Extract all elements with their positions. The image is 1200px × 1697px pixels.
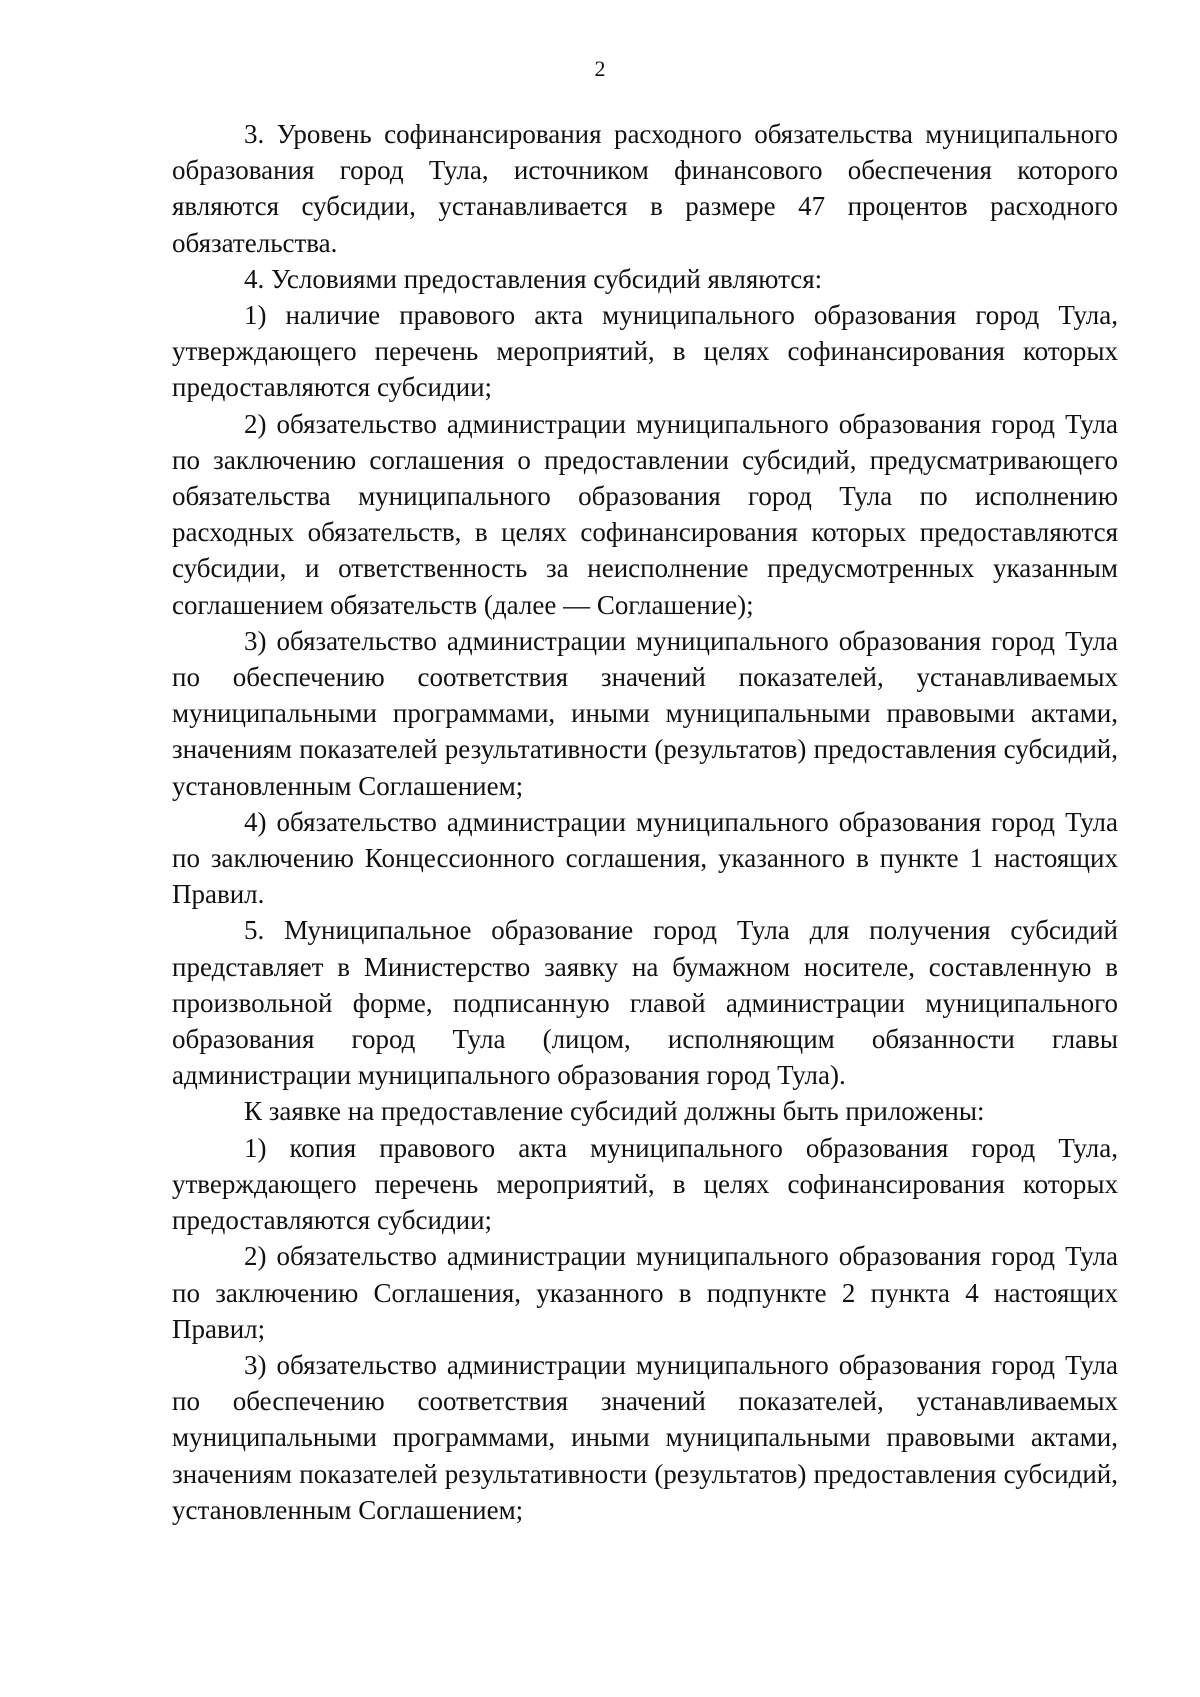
paragraph-5-application: 5. Муниципальное образование город Тула для получения субсидий представляет в Министерство заявку на бумажном носителе, составленную в произвольной форме, подписанную главой администрации муниципального образования город Тула (лицом, исполняющим обязанности главы администрации муниципального образования город Тула). bbox=[172, 915, 1118, 1091]
paragraph-4-condition-1: 1) наличие правового акта муниципального образования город Тула, утверждающего перечень мероприятий, в целях софинансирования которых предоставляются субсидии; bbox=[172, 300, 1118, 403]
paragraph-4-condition-2: 2) обязательство администрации муниципального образования город Тула по заключению соглашения о предоставлении субсидий, предусматривающего обязательства муниципального образования город Тула по исполнению расходных обязательств, в целях софинансирования которых предоставляются субсидии, и ответственность за неисполнение предусмотренных указанным соглашением обязательств (далее — Соглашение); bbox=[172, 408, 1118, 620]
document-body bbox=[172, 116, 1118, 1528]
paragraph-4-conditions-heading: 4. Условиями предоставления субсидий являются: bbox=[244, 263, 823, 294]
paragraph-5-attachment-3: 3) обязательство администрации муниципального образования город Тула по обеспечению соответствия значений показателей, устанавливаемых муниципальными программами, иными муниципальными правовыми актами, значениям показателей результативности (результатов) предоставления субсидий, установленным Соглашением; bbox=[172, 1349, 1118, 1525]
paragraph-5-attachment-2: 2) обязательство администрации муниципального образования город Тула по заключению Соглашения, указанного в подпункте 2 пункта 4 настоящих Правил; bbox=[172, 1241, 1118, 1344]
paragraph-5-attachment-1: 1) копия правового акта муниципального образования город Тула, утверждающего перечень мероприятий, в целях софинансирования которых предоставляются субсидии; bbox=[172, 1132, 1118, 1236]
paragraph-4-condition-4: 4) обязательство администрации муниципального образования город Тула по заключению Концессионного соглашения, указанного в пункте 1 настоящих Правил. bbox=[172, 806, 1118, 910]
paragraph-3-cofinancing-level: 3. Уровень софинансирования расходного обязательства муниципального образования город Тула, источником финансового обеспечения которого являются субсидии, устанавливается в размере 47 процентов расходного обязательства. bbox=[172, 119, 1118, 258]
paragraph-5-attachments-heading: К заявке на предоставление субсидий должны быть приложены: bbox=[244, 1096, 985, 1127]
paragraph-4-condition-3: 3) обязательство администрации муниципального образования город Тула по обеспечению соответствия значений показателей, устанавливаемых муниципальными программами, иными муниципальными правовыми актами, значениям показателей результативности (результатов) предоставления субсидий, установленным Соглашением; bbox=[172, 625, 1118, 801]
page-number: 2 bbox=[594, 56, 606, 81]
